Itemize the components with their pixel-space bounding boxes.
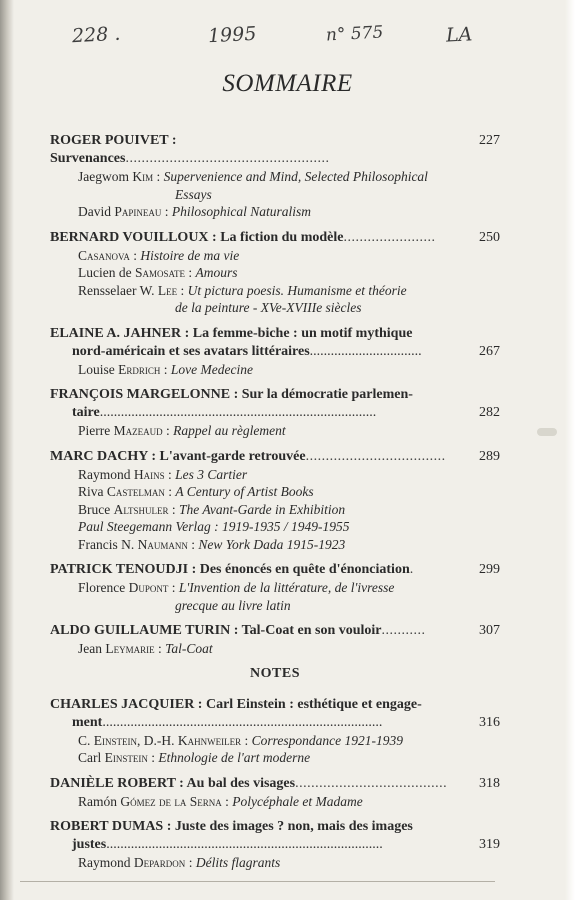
entry-heading-line-2 (50, 714, 500, 732)
entry-heading-line (50, 818, 500, 836)
work-title: Supervenience and Mind, Selected Philosophical (163, 169, 428, 184)
leader-dots: ........... (381, 623, 426, 638)
work-title: New York Dada 1915-1923 (198, 536, 346, 552)
page-number: 299 (479, 562, 500, 577)
reviewed-work (50, 422, 500, 440)
main-entries (50, 132, 500, 658)
toc-entry (50, 622, 500, 658)
separator: : (160, 361, 171, 377)
page-edge (565, 0, 575, 900)
reviewed-work (50, 247, 500, 265)
separator: : (162, 423, 174, 438)
author-given-name: Carl (78, 750, 105, 765)
paper-smudge (537, 428, 557, 436)
toc-entry (50, 229, 500, 317)
entry-heading: CHARLES JACQUIER : Carl Einstein : esthétique et engage- (50, 696, 422, 712)
page-number: 282 (479, 405, 500, 420)
author-surname: Gómez de la Serna (120, 793, 222, 809)
entry-heading-line (50, 561, 500, 579)
separator: : (185, 855, 196, 870)
separator: : (168, 501, 180, 517)
toc-entry (50, 132, 500, 221)
author-given-name: Raymond (78, 855, 134, 870)
author-surname: Lee (157, 282, 178, 298)
note-entries (50, 696, 500, 872)
toc-entry (50, 448, 500, 554)
page-number: 289 (479, 448, 500, 464)
separator: : (187, 536, 199, 552)
notes-heading: NOTES (250, 665, 300, 681)
toc-entry (50, 696, 500, 767)
author-surname: Naumann (137, 536, 188, 552)
entry-heading-line (50, 325, 500, 343)
author-given-name: Lucien de (78, 265, 135, 280)
entry-heading-line-2 (50, 404, 500, 422)
page-number: 316 (479, 714, 500, 730)
reviewed-work (50, 640, 500, 658)
work-title: Ut pictura poesis. Humanisme et théorie (187, 282, 407, 298)
author-surname: Leymarie (105, 641, 155, 656)
entry-heading-line-2 (50, 836, 500, 854)
author-surname: Dupont (128, 580, 169, 595)
separator: : (153, 169, 164, 184)
entry-heading: MARC DACHY : L'avant-garde retrouvée (50, 448, 306, 464)
author-surname: Casanova (78, 247, 130, 263)
author-given-name: Ramón (78, 793, 121, 809)
entry-heading: FRANÇOIS MARGELONNE : Sur la démocratie parlemen- (50, 387, 413, 402)
reviewed-work (50, 361, 500, 379)
reviewed-work (50, 466, 500, 484)
reviewed-work (50, 732, 500, 750)
work-title: A Century of Artist Books (175, 484, 314, 499)
work-title: Amours (195, 265, 238, 280)
author-given-name: Pierre (78, 423, 114, 438)
page-number: 319 (479, 837, 500, 852)
entry-heading-continued: justes (72, 837, 107, 852)
author-given-name: Jaegwom (78, 169, 133, 184)
author-given-name: C. (78, 732, 94, 748)
entry-heading: ALDO GUILLAUME TURIN : Tal-Coat en son vouloir (50, 623, 382, 638)
work-title: L'Invention de la littérature, de l'ivresse (178, 580, 395, 595)
separator: : (164, 466, 176, 482)
separator: : (168, 580, 179, 595)
author-surname: Einstein (93, 732, 138, 748)
toc-entry (50, 775, 500, 811)
leader-dots: ................................................... (125, 151, 330, 166)
separator: : (129, 247, 141, 263)
entry-heading-line (50, 386, 500, 404)
author-surname: Mazeaud (113, 423, 163, 438)
separator: : (154, 641, 166, 656)
reviewed-work (50, 168, 500, 186)
handwritten-note-4: LA (445, 23, 473, 47)
separator: : (164, 484, 176, 499)
toc-entry (50, 561, 500, 614)
reviewed-work (50, 854, 500, 872)
work-title: Ethnologie de l'art moderne (158, 750, 311, 765)
author-given-name: Riva (78, 484, 107, 499)
author-surname: Castelman (106, 484, 165, 499)
entry-heading-line (50, 696, 500, 714)
work-title: Polycéphale et Madame (232, 793, 363, 809)
author-given-name: Jean (78, 641, 106, 656)
page-title: SOMMAIRE (222, 70, 353, 97)
author-given-name: Florence (78, 580, 129, 595)
reviewed-work (50, 483, 500, 501)
reviewed-work (50, 749, 500, 767)
page-number: 227 (479, 133, 500, 148)
work-title: The Avant-Garde in Exhibition (179, 501, 346, 517)
work-title: Correspondance 1921-1939 (251, 732, 404, 748)
entry-heading: DANIÈLE ROBERT : Au bal des visages (50, 775, 296, 791)
author-given-name: Francis N. (78, 536, 138, 552)
work-title: Tal-Coat (165, 641, 213, 656)
handwritten-note-1: 228 . (71, 22, 121, 48)
work-title-continued: Essays (175, 186, 212, 202)
author-surname: Kim (132, 169, 154, 184)
table-of-contents (50, 132, 500, 880)
entry-heading: PATRICK TENOUDJI : Des énoncés en quête d'énonciation (50, 562, 410, 577)
entry-heading-line (50, 448, 500, 466)
author-given-name: Louise (78, 361, 119, 377)
work-title-continued: grecque au livre latin (175, 597, 291, 613)
author-given-name: Raymond (78, 466, 134, 482)
separator: : (185, 265, 196, 280)
reviewed-work (50, 282, 500, 300)
author-surname-2: Kahnweiler (177, 732, 242, 748)
author-surname: Samosate (134, 265, 185, 280)
work-title-continued: de la peinture - XVe-XVIIIe siècles (175, 300, 362, 315)
page-number: 250 (479, 229, 500, 245)
handwritten-note-2: 1995 (207, 22, 257, 48)
entry-heading: ELAINE A. JAHNER : La femme-biche : un motif mythique (50, 325, 413, 341)
page-number: 267 (479, 343, 500, 359)
toc-entry (50, 325, 500, 379)
reviewed-work (50, 793, 500, 811)
bottom-rule (20, 881, 495, 882)
leader-dots: ................................... (305, 448, 446, 464)
entry-heading-continued: ment (72, 714, 103, 730)
reviewed-work (50, 536, 500, 554)
leader-dots: . (409, 562, 414, 577)
work-title: Histoire de ma vie (140, 247, 240, 263)
work-title: Rappel au règlement (173, 423, 286, 438)
separator: , D.-H. (137, 732, 178, 748)
leader-dots: ................................................................................ (102, 714, 383, 730)
separator-2: : (241, 732, 252, 748)
entry-heading: ROBERT DUMAS : Juste des images ? non, mais des images (50, 819, 413, 834)
separator: : (221, 793, 233, 809)
author-surname: Depardon (133, 855, 186, 870)
author-given-name: David (78, 204, 115, 219)
reviewed-work (50, 501, 500, 519)
entry-heading-line (50, 622, 500, 640)
entry-heading: BERNARD VOUILLOUX : La fiction du modèle (50, 229, 344, 245)
leader-dots: ............................................................................... (99, 405, 377, 420)
work-title: Délits flagrants (195, 855, 281, 870)
separator: : (147, 750, 159, 765)
reviewed-work (50, 264, 500, 282)
author-surname: Erdrich (118, 361, 161, 377)
toc-entry (50, 386, 500, 440)
entry-heading-line (50, 775, 500, 793)
reviewed-work (50, 518, 500, 536)
work-title: Paul Steegemann Verlag : 1919-1935 / 1949-1955 (78, 519, 350, 534)
leader-dots: ................................ (309, 343, 422, 359)
leader-dots: ............................................................................... (106, 837, 383, 852)
author-surname: Einstein (104, 750, 148, 765)
page-number: 307 (479, 623, 500, 638)
author-given-name: Rensselaer W. (78, 282, 158, 298)
reviewed-work (50, 579, 500, 597)
work-title: Love Medecine (170, 361, 253, 377)
entry-heading-continued: taire (72, 405, 100, 420)
toc-entry (50, 818, 500, 872)
page-spine-shadow (0, 0, 14, 900)
entry-heading: ROGER POUIVET : Survenances (50, 133, 177, 166)
entry-heading-line (50, 229, 500, 247)
entry-heading-line-2 (50, 343, 500, 361)
leader-dots: ....................... (343, 229, 436, 245)
author-surname: Hains (133, 466, 165, 482)
author-surname: Altshuler (113, 501, 169, 517)
separator: : (177, 282, 188, 298)
handwritten-note-3: n° 575 (325, 22, 384, 46)
reviewed-work (50, 203, 500, 221)
entry-heading-line (50, 132, 500, 168)
separator: : (161, 204, 172, 219)
author-given-name: Bruce (78, 501, 114, 517)
page-number: 318 (479, 775, 500, 791)
leader-dots: ...................................... (295, 775, 448, 791)
work-title: Les 3 Cartier (175, 466, 248, 482)
entry-heading-continued: nord-américain et ses avatars littéraires (72, 343, 310, 359)
work-title: Philosophical Naturalism (171, 204, 312, 219)
author-surname: Papineau (114, 204, 162, 219)
